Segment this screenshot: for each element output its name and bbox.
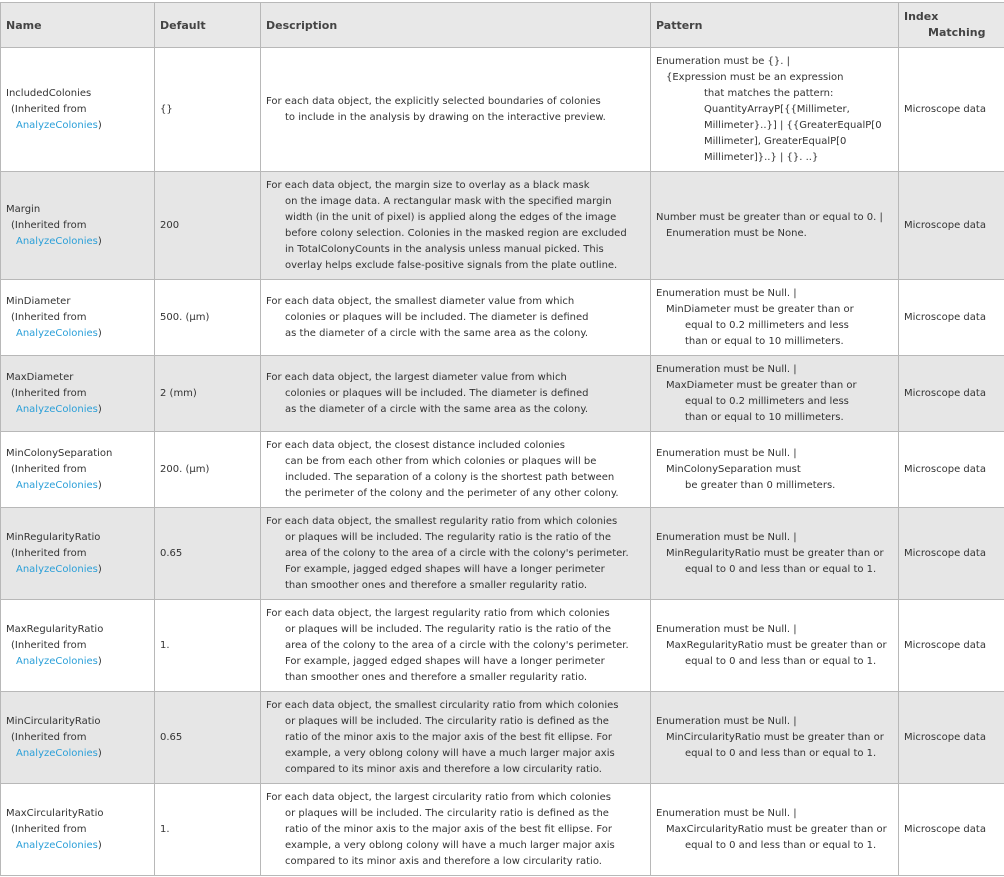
pattern-line: equal to 0.2 millimeters and less: [685, 395, 849, 407]
analyze-colonies-link[interactable]: AnalyzeColonies: [16, 655, 98, 667]
description-line: in TotalColonyCounts in the analysis unless manual picked. This: [285, 243, 604, 255]
column-header-name: Name: [1, 3, 155, 48]
pattern-line: MinColonySeparation must: [666, 463, 801, 475]
index-header-line2: Matching: [928, 26, 986, 39]
pattern-line: MinCircularityRatio must be greater than or: [666, 731, 884, 743]
pattern-cell: [651, 280, 899, 356]
description-line: For each data object, the explicitly selected boundaries of colonies: [266, 95, 601, 107]
inherited-close-paren: ): [97, 655, 102, 667]
pattern-cell: [651, 692, 899, 784]
default-value: 200. (µm): [155, 432, 261, 508]
pattern-line: equal to 0 and less than or equal to 1.: [685, 655, 877, 667]
table-row: [1, 280, 1004, 356]
pattern-line: that matches the pattern:: [704, 87, 834, 99]
inherited-from-label: (Inherited from: [11, 219, 87, 231]
index-matching-value: Microscope data: [899, 172, 1004, 280]
inherited-link-line: [6, 562, 149, 578]
default-value: {}: [155, 48, 261, 172]
description-line: For each data object, the smallest regularity ratio from which colonies: [266, 515, 618, 527]
pattern-line: equal to 0.2 millimeters and less: [685, 319, 849, 331]
pattern-line: QuantityArrayP[{{Millimeter,: [704, 103, 850, 115]
option-name: IncludedColonies: [6, 87, 92, 99]
pattern-line: Millimeter]}..} | {}. ..}: [704, 151, 819, 163]
inherited-close-paren: ): [97, 327, 102, 339]
description-line: compared to its minor axis and therefore a low circularity ratio.: [285, 763, 602, 775]
description-line: as the diameter of a circle with the same area as the colony.: [285, 403, 589, 415]
option-name-cell: [1, 48, 155, 172]
default-value: 2 (mm): [155, 356, 261, 432]
pattern-line: Enumeration must be Null. |: [656, 531, 797, 543]
index-matching-value: Microscope data: [899, 280, 1004, 356]
inherited-link-line: [6, 746, 149, 762]
pattern-line: equal to 0 and less than or equal to 1.: [685, 563, 877, 575]
description-cell: [261, 432, 651, 508]
description-line: For each data object, the largest diameter value from which: [266, 371, 567, 383]
option-name: MaxRegularityRatio: [6, 623, 104, 635]
description-line: area of the colony to the area of a circle with the colony's perimeter.: [285, 547, 629, 559]
description-line: example, a very oblong colony will have a much larger major axis: [285, 747, 615, 759]
inherited-close-paren: ): [97, 747, 102, 759]
options-table: [0, 2, 1004, 876]
pattern-line: Enumeration must be Null. |: [656, 623, 797, 635]
description-line: For each data object, the closest distance included colonies: [266, 439, 565, 451]
option-name-cell: [1, 508, 155, 600]
index-matching-value: Microscope data: [899, 508, 1004, 600]
pattern-line: MaxCircularityRatio must be greater than or: [666, 823, 887, 835]
inherited-link-line: [6, 654, 149, 670]
analyze-colonies-link[interactable]: AnalyzeColonies: [16, 235, 98, 247]
inherited-from-label: (Inherited from: [11, 103, 87, 115]
description-line: as the diameter of a circle with the same area as the colony.: [285, 327, 589, 339]
description-line: included. The separation of a colony is the shortest path between: [285, 471, 615, 483]
index-matching-value: Microscope data: [899, 784, 1004, 876]
default-value: 1.: [155, 784, 261, 876]
description-line: on the image data. A rectangular mask with the specified margin: [285, 195, 612, 207]
column-header-pattern: Pattern: [651, 3, 899, 48]
pattern-cell: [651, 356, 899, 432]
description-line: For example, jagged edged shapes will have a longer perimeter: [285, 655, 605, 667]
pattern-line: than or equal to 10 millimeters.: [685, 335, 844, 347]
description-line: than smoother ones and therefore a smaller regularity ratio.: [285, 579, 588, 591]
default-value: 1.: [155, 600, 261, 692]
pattern-line: Enumeration must be {}. |: [656, 55, 790, 67]
table-row: [1, 508, 1004, 600]
description-cell: [261, 280, 651, 356]
pattern-cell: [651, 172, 899, 280]
pattern-cell: [651, 784, 899, 876]
pattern-line: Number must be greater than or equal to 0. |: [656, 211, 883, 223]
description-line: ratio of the minor axis to the major axis of the best fit ellipse. For: [285, 823, 612, 835]
description-line: the perimeter of the colony and the perimeter of any other colony.: [285, 487, 619, 499]
table-row: [1, 784, 1004, 876]
pattern-line: Enumeration must be None.: [666, 227, 807, 239]
option-name-cell: [1, 784, 155, 876]
pattern-cell: [651, 600, 899, 692]
analyze-colonies-link[interactable]: AnalyzeColonies: [16, 479, 98, 491]
description-line: For each data object, the largest regularity ratio from which colonies: [266, 607, 610, 619]
description-line: area of the colony to the area of a circle with the colony's perimeter.: [285, 639, 629, 651]
analyze-colonies-link[interactable]: AnalyzeColonies: [16, 119, 98, 131]
inherited-from-label: (Inherited from: [11, 311, 87, 323]
analyze-colonies-link[interactable]: AnalyzeColonies: [16, 403, 98, 415]
default-value: 0.65: [155, 508, 261, 600]
pattern-line: than or equal to 10 millimeters.: [685, 411, 844, 423]
index-matching-value: Microscope data: [899, 600, 1004, 692]
index-matching-value: Microscope data: [899, 432, 1004, 508]
pattern-line: Enumeration must be Null. |: [656, 807, 797, 819]
analyze-colonies-link[interactable]: AnalyzeColonies: [16, 327, 98, 339]
table-row: [1, 48, 1004, 172]
option-name: MinDiameter: [6, 295, 71, 307]
inherited-from-label: (Inherited from: [11, 823, 87, 835]
table-row: [1, 692, 1004, 784]
description-line: or plaques will be included. The regularity ratio is the ratio of the: [285, 623, 611, 635]
pattern-line: MaxDiameter must be greater than or: [666, 379, 857, 391]
description-cell: [261, 692, 651, 784]
pattern-cell: [651, 508, 899, 600]
description-line: overlay helps exclude false-positive signals from the plate outline.: [285, 259, 618, 271]
description-line: For each data object, the margin size to overlay as a black mask: [266, 179, 590, 191]
table-row: [1, 432, 1004, 508]
column-header-index-matching: [899, 3, 1004, 48]
description-line: before colony selection. Colonies in the masked region are excluded: [285, 227, 627, 239]
pattern-line: MinRegularityRatio must be greater than or: [666, 547, 884, 559]
table-row: [1, 172, 1004, 280]
description-line: colonies or plaques will be included. The diameter is defined: [285, 311, 589, 323]
inherited-link-line: [6, 326, 149, 342]
default-value: 200: [155, 172, 261, 280]
inherited-close-paren: ): [97, 479, 102, 491]
option-name-cell: [1, 280, 155, 356]
description-cell: [261, 356, 651, 432]
default-value: 500. (µm): [155, 280, 261, 356]
option-name: Margin: [6, 203, 41, 215]
option-name: MinRegularityRatio: [6, 531, 101, 543]
analyze-colonies-link[interactable]: AnalyzeColonies: [16, 839, 98, 851]
description-line: or plaques will be included. The circularity ratio is defined as the: [285, 807, 609, 819]
description-line: ratio of the minor axis to the major axis of the best fit ellipse. For: [285, 731, 612, 743]
index-matching-value: Microscope data: [899, 692, 1004, 784]
pattern-line: be greater than 0 millimeters.: [685, 479, 836, 491]
description-line: For example, jagged edged shapes will have a longer perimeter: [285, 563, 605, 575]
pattern-line: MinDiameter must be greater than or: [666, 303, 854, 315]
table-row: [1, 600, 1004, 692]
description-cell: [261, 600, 651, 692]
pattern-line: Millimeter}..}] | {{GreaterEqualP[0: [704, 119, 882, 131]
inherited-link-line: [6, 478, 149, 494]
inherited-close-paren: ): [97, 563, 102, 575]
inherited-link-line: [6, 402, 149, 418]
inherited-from-label: (Inherited from: [11, 639, 87, 651]
inherited-close-paren: ): [97, 235, 102, 247]
description-line: For each data object, the largest circularity ratio from which colonies: [266, 791, 612, 803]
inherited-from-label: (Inherited from: [11, 731, 87, 743]
inherited-close-paren: ): [97, 403, 102, 415]
description-cell: [261, 172, 651, 280]
pattern-cell: [651, 432, 899, 508]
inherited-close-paren: ): [97, 839, 102, 851]
option-name-cell: [1, 356, 155, 432]
description-line: to include in the analysis by drawing on the interactive preview.: [285, 111, 606, 123]
option-name: MaxCircularityRatio: [6, 807, 104, 819]
pattern-line: Millimeter], GreaterEqualP[0: [704, 135, 847, 147]
pattern-cell: [651, 48, 899, 172]
option-name-cell: [1, 600, 155, 692]
inherited-link-line: [6, 838, 149, 854]
pattern-line: {Expression must be an expression: [666, 71, 844, 83]
table-row: [1, 356, 1004, 432]
option-name-cell: [1, 692, 155, 784]
description-cell: [261, 48, 651, 172]
description-line: For each data object, the smallest diameter value from which: [266, 295, 575, 307]
column-header-description: Description: [261, 3, 651, 48]
index-header-line1: Index: [904, 10, 939, 23]
column-header-default: Default: [155, 3, 261, 48]
description-line: example, a very oblong colony will have a much larger major axis: [285, 839, 615, 851]
description-line: than smoother ones and therefore a smaller regularity ratio.: [285, 671, 588, 683]
pattern-line: equal to 0 and less than or equal to 1.: [685, 839, 877, 851]
description-line: width (in the unit of pixel) is applied along the edges of the image: [285, 211, 617, 223]
index-matching-value: Microscope data: [899, 48, 1004, 172]
index-matching-value: Microscope data: [899, 356, 1004, 432]
analyze-colonies-link[interactable]: AnalyzeColonies: [16, 747, 98, 759]
description-line: or plaques will be included. The circularity ratio is defined as the: [285, 715, 609, 727]
option-name-cell: [1, 432, 155, 508]
pattern-line: Enumeration must be Null. |: [656, 715, 797, 727]
inherited-close-paren: ): [97, 119, 102, 131]
inherited-link-line: [6, 234, 149, 250]
inherited-link-line: [6, 118, 149, 134]
description-line: colonies or plaques will be included. The diameter is defined: [285, 387, 589, 399]
pattern-line: equal to 0 and less than or equal to 1.: [685, 747, 877, 759]
description-line: can be from each other from which colonies or plaques will be: [285, 455, 597, 467]
option-name: MinCircularityRatio: [6, 715, 101, 727]
pattern-line: Enumeration must be Null. |: [656, 363, 797, 375]
description-cell: [261, 784, 651, 876]
default-value: 0.65: [155, 692, 261, 784]
description-line: For each data object, the smallest circularity ratio from which colonies: [266, 699, 619, 711]
option-name: MinColonySeparation: [6, 447, 113, 459]
description-line: compared to its minor axis and therefore a low circularity ratio.: [285, 855, 602, 867]
inherited-from-label: (Inherited from: [11, 547, 87, 559]
inherited-from-label: (Inherited from: [11, 387, 87, 399]
description-cell: [261, 508, 651, 600]
option-name-cell: [1, 172, 155, 280]
pattern-line: Enumeration must be Null. |: [656, 287, 797, 299]
description-line: or plaques will be included. The regularity ratio is the ratio of the: [285, 531, 611, 543]
analyze-colonies-link[interactable]: AnalyzeColonies: [16, 563, 98, 575]
option-name: MaxDiameter: [6, 371, 74, 383]
pattern-line: MaxRegularityRatio must be greater than or: [666, 639, 887, 651]
pattern-line: Enumeration must be Null. |: [656, 447, 797, 459]
inherited-from-label: (Inherited from: [11, 463, 87, 475]
header-row: [1, 3, 1004, 48]
table-body: [1, 48, 1004, 876]
